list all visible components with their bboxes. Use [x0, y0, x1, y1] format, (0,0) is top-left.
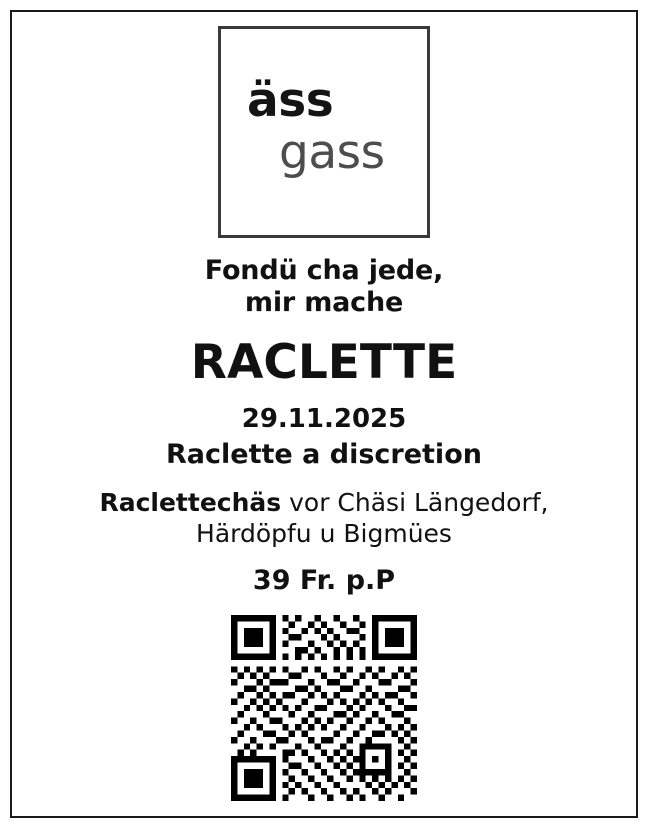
- logo-text-line2: gass: [279, 125, 385, 180]
- detail-emphasis: Raclettechäs: [99, 487, 282, 517]
- detail-line1: [99, 488, 548, 517]
- qr-code-graphic: [231, 615, 417, 801]
- qr-code[interactable]: [231, 615, 417, 801]
- event-subtitle: Raclette a discretion: [166, 438, 482, 470]
- tagline-line1: Fondü cha jede,: [204, 255, 444, 286]
- detail-line1-rest: vor Chäsi Längedorf,: [281, 487, 549, 517]
- price: 39 Fr. p.P: [252, 564, 396, 596]
- tagline: [205, 255, 443, 319]
- logo-text-line1: äss: [247, 73, 334, 128]
- ad-content: [12, 12, 636, 816]
- detail-line2: Härdöpfu u Bigmües: [196, 519, 452, 549]
- ass-gass-logo: [218, 26, 430, 238]
- event-date: 29.11.2025: [241, 404, 407, 435]
- tagline-line2: mir mache: [244, 286, 404, 318]
- headline: RACLETTE: [190, 334, 458, 390]
- event-details: [99, 488, 548, 549]
- ad-border-frame: [10, 10, 638, 818]
